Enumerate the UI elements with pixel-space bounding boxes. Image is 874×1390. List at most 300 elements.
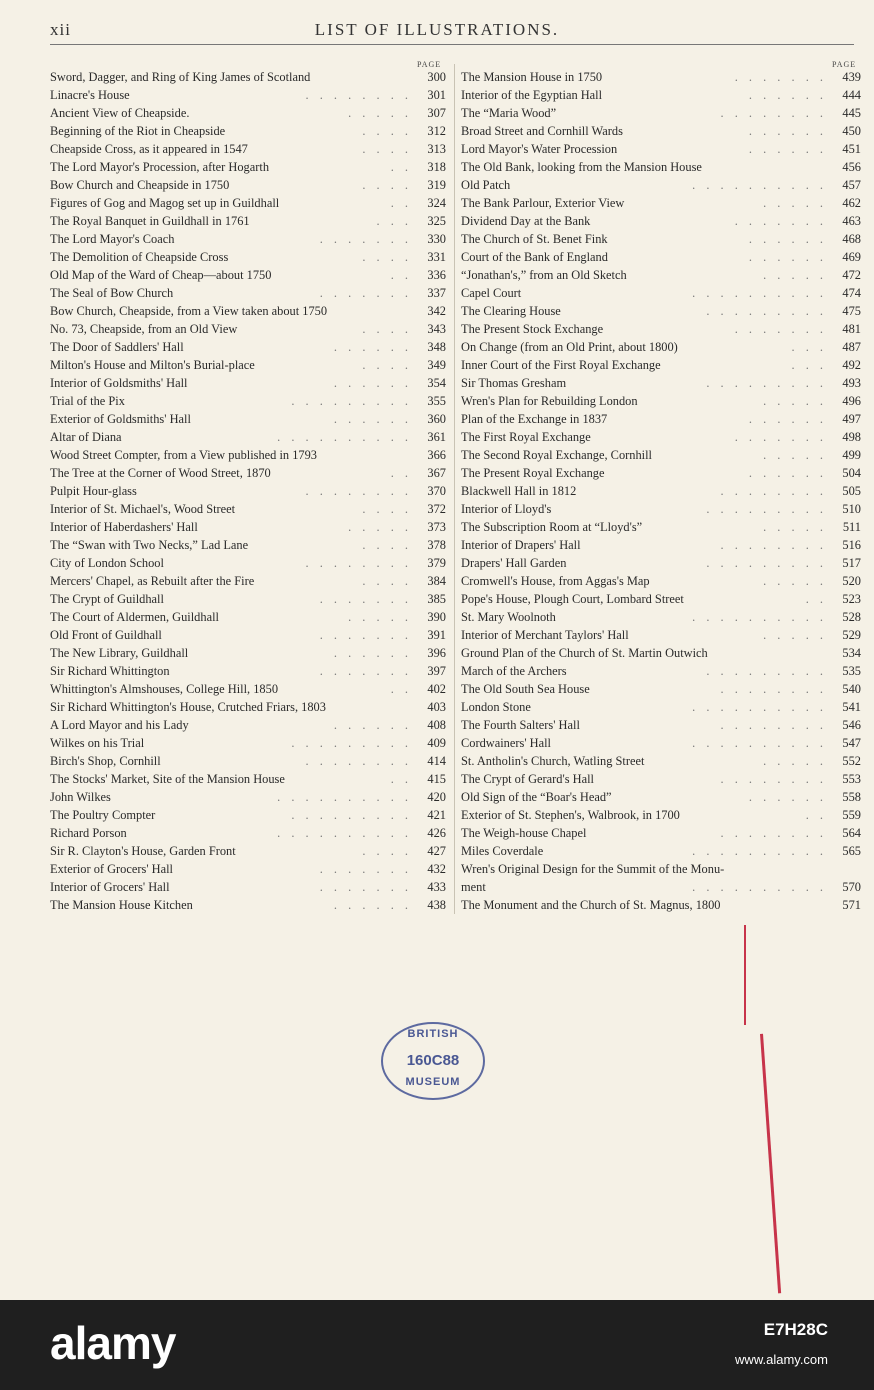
page-number: 325 xyxy=(427,214,446,228)
illustration-title: The Mansion House Kitchen xyxy=(50,898,193,912)
leader-dots: . . . . . . xyxy=(333,646,412,660)
page-number: 474 xyxy=(842,286,861,300)
list-item xyxy=(461,626,861,644)
page-number: 370 xyxy=(427,484,446,498)
leader-dots: . . xyxy=(805,592,827,606)
leader-dots: . . . . . . . . . . xyxy=(277,430,412,444)
illustration-title: Ground Plan of the Church of St. Martin Outwich xyxy=(461,646,708,660)
illustration-title: The Present Royal Exchange xyxy=(461,466,605,480)
leader-dots: . . . . . . . xyxy=(319,880,412,894)
illustration-title: Exterior of Grocers' Hall xyxy=(50,862,173,876)
page-number: 390 xyxy=(427,610,446,624)
page-number: 336 xyxy=(427,268,446,282)
list-item xyxy=(50,302,446,320)
list-item xyxy=(50,140,446,158)
list-item xyxy=(461,662,861,680)
page-number: 475 xyxy=(842,304,861,318)
illustration-title: March of the Archers xyxy=(461,664,567,678)
list-item xyxy=(50,680,446,698)
page-number: 570 xyxy=(842,880,861,894)
page-number: 319 xyxy=(427,178,446,192)
page-number: 504 xyxy=(842,466,861,480)
illustration-title: Pope's House, Plough Court, Lombard Street xyxy=(461,592,684,606)
page-number: 468 xyxy=(842,232,861,246)
leader-dots: . . . . . xyxy=(763,448,827,462)
page-number: 330 xyxy=(427,232,446,246)
illustration-title: Dividend Day at the Bank xyxy=(461,214,591,228)
illustration-title: Wren's Original Design for the Summit of the Monu- xyxy=(461,862,725,876)
page-number: 463 xyxy=(842,214,861,228)
page-number: 438 xyxy=(427,898,446,912)
illustration-title: A Lord Mayor and his Lady xyxy=(50,718,189,732)
list-item xyxy=(50,626,446,644)
list-item xyxy=(50,122,446,140)
list-item xyxy=(461,158,861,176)
list-item xyxy=(461,248,861,266)
list-item xyxy=(50,158,446,176)
leader-dots: . . . . . . . . . xyxy=(706,304,827,318)
page-number: 559 xyxy=(842,808,861,822)
page-number: 360 xyxy=(427,412,446,426)
illustration-title: The Seal of Bow Church xyxy=(50,286,174,300)
page-number: 457 xyxy=(842,178,861,192)
list-item xyxy=(50,338,446,356)
leader-dots: . . . . xyxy=(362,124,412,138)
page-number: 378 xyxy=(427,538,446,552)
illustration-title: Exterior of Goldsmiths' Hall xyxy=(50,412,191,426)
illustration-title: Sir Thomas Gresham xyxy=(461,376,567,390)
leader-dots: . . . . . . . xyxy=(319,286,412,300)
illustration-title: Birch's Shop, Cornhill xyxy=(50,754,161,768)
illustration-title: The Court of Aldermen, Guildhall xyxy=(50,610,219,624)
page-number: 301 xyxy=(427,88,446,102)
page-number: 511 xyxy=(842,520,861,534)
leader-dots: . . . . . . xyxy=(333,340,412,354)
list-item xyxy=(461,878,861,896)
leader-dots: . . . . xyxy=(362,142,412,156)
list-item xyxy=(461,104,861,122)
illustration-title: Interior of the Egyptian Hall xyxy=(461,88,603,102)
stamp-line-2: 160C88 xyxy=(406,1052,460,1069)
page-number: 520 xyxy=(842,574,861,588)
illustration-title: The Second Royal Exchange, Cornhill xyxy=(461,448,652,462)
list-item xyxy=(50,518,446,536)
illustration-title: Bow Church, Cheapside, from a View taken about 1750 xyxy=(50,304,328,318)
running-head-title: LIST OF ILLUSTRATIONS. xyxy=(314,20,560,39)
illustration-title: Trial of the Pix xyxy=(50,394,125,408)
list-item xyxy=(461,68,861,86)
page-number: 462 xyxy=(842,196,861,210)
leader-dots: . . . . . . . . xyxy=(305,88,412,102)
list-item xyxy=(50,770,446,788)
page-number: 312 xyxy=(427,124,446,138)
illustration-title: Richard Porson xyxy=(50,826,127,840)
leader-dots: . . . . . . . . . xyxy=(706,502,827,516)
page-number: 420 xyxy=(427,790,446,804)
leader-dots: . . . . . . . xyxy=(734,70,827,84)
list-item xyxy=(461,446,861,464)
page-number: 409 xyxy=(427,736,446,750)
illustration-title: Wood Street Compter, from a View published in 1793 xyxy=(50,448,317,462)
leader-dots: . . . . . . . . . xyxy=(291,808,412,822)
leader-dots: . . . . . . xyxy=(333,718,412,732)
illustration-title: Miles Coverdale xyxy=(461,844,544,858)
leader-dots: . . . . . xyxy=(763,268,827,282)
leader-dots: . . . . . . . . . xyxy=(706,556,827,570)
leader-dots: . . . . xyxy=(362,538,412,552)
leader-dots: . . . . . . . . . . xyxy=(692,286,827,300)
page-number: 379 xyxy=(427,556,446,570)
page-number: 373 xyxy=(427,520,446,534)
illustration-title: Interior of St. Michael's, Wood Street xyxy=(50,502,236,516)
list-item xyxy=(461,284,861,302)
page-number: 414 xyxy=(427,754,446,768)
list-item xyxy=(461,644,861,662)
list-item xyxy=(461,428,861,446)
list-item xyxy=(50,104,446,122)
list-item xyxy=(50,842,446,860)
leader-dots: . . xyxy=(390,196,412,210)
page-number: 493 xyxy=(842,376,861,390)
illustration-title: Court of the Bank of England xyxy=(461,250,608,264)
page-number: 487 xyxy=(842,340,861,354)
illustration-title: The Fourth Salters' Hall xyxy=(461,718,580,732)
illustration-title: City of London School xyxy=(50,556,164,570)
illustration-title: Sword, Dagger, and Ring of King James of Scotland xyxy=(50,70,311,84)
page-number: 372 xyxy=(427,502,446,516)
leader-dots: . . . . . . xyxy=(748,412,827,426)
list-item xyxy=(50,284,446,302)
leader-dots: . . . . . . . . xyxy=(305,484,412,498)
page-number: 528 xyxy=(842,610,861,624)
list-item xyxy=(461,824,861,842)
list-item xyxy=(461,536,861,554)
page-number: 355 xyxy=(427,394,446,408)
illustration-title: St. Antholin's Church, Watling Street xyxy=(461,754,645,768)
illustration-title: ment xyxy=(461,880,486,894)
illustration-title: John Wilkes xyxy=(50,790,111,804)
list-item xyxy=(50,572,446,590)
list-item xyxy=(461,698,861,716)
page-number: 469 xyxy=(842,250,861,264)
illustration-title: Cordwainers' Hall xyxy=(461,736,551,750)
page-number: 552 xyxy=(842,754,861,768)
list-item xyxy=(461,500,861,518)
illustration-title: Wren's Plan for Rebuilding London xyxy=(461,394,638,408)
alamy-logo: alamy xyxy=(50,1317,176,1369)
page-number: 331 xyxy=(427,250,446,264)
list-item xyxy=(50,878,446,896)
leader-dots: . . . . . . . xyxy=(734,322,827,336)
illustration-title: Whittington's Almshouses, College Hill, 1850 xyxy=(50,682,279,696)
list-item xyxy=(461,176,861,194)
illustration-title: On Change (from an Old Print, about 1800) xyxy=(461,340,678,354)
list-item xyxy=(50,734,446,752)
illustration-title: The Tree at the Corner of Wood Street, 1870 xyxy=(50,466,271,480)
illustration-title: Beginning of the Riot in Cheapside xyxy=(50,124,226,138)
page-number: 432 xyxy=(427,862,446,876)
page-number: 415 xyxy=(427,772,446,786)
list-item xyxy=(50,482,446,500)
illustration-title: The Present Stock Exchange xyxy=(461,322,604,336)
page-number: 445 xyxy=(842,106,861,120)
page-number: 541 xyxy=(842,700,861,714)
leader-dots: . . . . . . xyxy=(748,790,827,804)
illustration-title: The Monument and the Church of St. Magnus, 1800 xyxy=(461,898,721,912)
illustration-title: Altar of Diana xyxy=(50,430,122,444)
page-number: 367 xyxy=(427,466,446,480)
page-number: 421 xyxy=(427,808,446,822)
leader-dots: . . . . . xyxy=(763,754,827,768)
illustration-title: “Jonathan's,” from an Old Sketch xyxy=(461,268,627,282)
leader-dots: . . . . xyxy=(362,178,412,192)
illustration-title: The Weigh-house Chapel xyxy=(461,826,587,840)
list-item xyxy=(50,356,446,374)
list-item xyxy=(50,788,446,806)
page-number: 444 xyxy=(842,88,861,102)
page-number: 403 xyxy=(427,700,446,714)
list-item xyxy=(461,716,861,734)
illustration-title: The First Royal Exchange xyxy=(461,430,591,444)
illustration-title: Exterior of St. Stephen's, Walbrook, in 1700 xyxy=(461,808,680,822)
illustration-title: The Demolition of Cheapside Cross xyxy=(50,250,229,264)
page-number: 349 xyxy=(427,358,446,372)
list-item xyxy=(50,806,446,824)
page-number: 385 xyxy=(427,592,446,606)
image-id: E7H28C xyxy=(763,1320,828,1339)
page-number: 558 xyxy=(842,790,861,804)
page-number: 433 xyxy=(427,880,446,894)
leader-dots: . . . . . . xyxy=(333,376,412,390)
leader-dots: . . . . . . . . . . xyxy=(692,844,827,858)
list-item xyxy=(461,356,861,374)
list-item xyxy=(461,590,861,608)
illustration-title: The Lord Mayor's Coach xyxy=(50,232,175,246)
page-number: 397 xyxy=(427,664,446,678)
page-number: 535 xyxy=(842,664,861,678)
leader-dots: . . . . . . . . xyxy=(720,106,827,120)
leader-dots: . . . . . . xyxy=(333,412,412,426)
illustration-title: The Mansion House in 1750 xyxy=(461,70,603,84)
illustration-title: The Door of Saddlers' Hall xyxy=(50,340,184,354)
list-item xyxy=(461,266,861,284)
illustration-title: Ancient View of Cheapside. xyxy=(50,106,190,120)
page-number: 481 xyxy=(842,322,861,336)
illustration-title: Interior of Haberdashers' Hall xyxy=(50,520,198,534)
leader-dots: . . . . . xyxy=(763,574,827,588)
illustration-title: Broad Street and Cornhill Wards xyxy=(461,124,623,138)
right-illustration-list xyxy=(461,68,861,914)
page-number: 540 xyxy=(842,682,861,696)
leader-dots: . . . . . . xyxy=(333,898,412,912)
illustration-title: Mercers' Chapel, as Rebuilt after the Fire xyxy=(50,574,255,588)
leader-dots: . . . . . . . . xyxy=(305,556,412,570)
illustration-title: Wilkes on his Trial xyxy=(50,736,145,750)
page-number: 426 xyxy=(427,826,446,840)
page-number: 497 xyxy=(842,412,861,426)
illustration-title: The Lord Mayor's Procession, after Hogarth xyxy=(50,160,270,174)
leader-dots: . . . . . xyxy=(763,520,827,534)
leader-dots: . . . . . xyxy=(348,106,412,120)
page-number: 313 xyxy=(427,142,446,156)
illustration-title: Figures of Gog and Magog set up in Guildhall xyxy=(50,196,280,210)
leader-dots: . . . . . . . xyxy=(734,214,827,228)
leader-dots: . . . . . . . . . . xyxy=(692,736,827,750)
leader-dots: . . . . . . . xyxy=(319,664,412,678)
leader-dots: . . . . . xyxy=(763,394,827,408)
page-number: 384 xyxy=(427,574,446,588)
list-item xyxy=(461,140,861,158)
page-number: 505 xyxy=(842,484,861,498)
list-item xyxy=(461,464,861,482)
illustration-title: No. 73, Cheapside, from an Old View xyxy=(50,322,238,336)
list-item xyxy=(50,212,446,230)
page-number: 553 xyxy=(842,772,861,786)
illustration-title: Interior of Grocers' Hall xyxy=(50,880,170,894)
list-item xyxy=(50,86,446,104)
leader-dots: . . . . . xyxy=(348,520,412,534)
list-item xyxy=(50,644,446,662)
leader-dots: . . . . . . . xyxy=(319,628,412,642)
illustration-title: Drapers' Hall Garden xyxy=(461,556,567,570)
leader-dots: . . . . . . xyxy=(748,250,827,264)
list-item xyxy=(461,608,861,626)
page-number: 451 xyxy=(842,142,861,156)
illustration-title: Old Patch xyxy=(461,178,511,192)
illustration-title: Sir Richard Whittington's House, Crutched Friars, 1803 xyxy=(50,700,326,714)
illustration-title: The Royal Banquet in Guildhall in 1761 xyxy=(50,214,250,228)
page-number: 354 xyxy=(427,376,446,390)
page-number: 498 xyxy=(842,430,861,444)
list-item xyxy=(461,302,861,320)
page-number: 456 xyxy=(842,160,861,174)
page-number: 523 xyxy=(842,592,861,606)
illustration-title: Plan of the Exchange in 1837 xyxy=(461,412,608,426)
page-number: 361 xyxy=(427,430,446,444)
illustration-title: Interior of Merchant Taylors' Hall xyxy=(461,628,629,642)
leader-dots: . . xyxy=(805,808,827,822)
page-number: 492 xyxy=(842,358,861,372)
leader-dots: . . . . . xyxy=(763,196,827,210)
illustration-title: Cheapside Cross, as it appeared in 1547 xyxy=(50,142,248,156)
page-number: 391 xyxy=(427,628,446,642)
leader-dots: . . xyxy=(390,160,412,174)
leader-dots: . . . . . . . . xyxy=(720,484,827,498)
watermark-bar xyxy=(0,1300,874,1390)
leader-dots: . . . . . . . . xyxy=(305,754,412,768)
list-item xyxy=(50,410,446,428)
stamp-line-3: MUSEUM xyxy=(405,1076,461,1088)
leader-dots: . . . . . . . xyxy=(319,232,412,246)
illustration-title: Capel Court xyxy=(461,286,522,300)
leader-dots: . . . . . . . . xyxy=(720,772,827,786)
page-number: 408 xyxy=(427,718,446,732)
list-item xyxy=(50,176,446,194)
list-item xyxy=(461,572,861,590)
page-number: 496 xyxy=(842,394,861,408)
leader-dots: . . . . . . xyxy=(748,232,827,246)
illustration-title: Sir Richard Whittington xyxy=(50,664,170,678)
illustration-title: Interior of Drapers' Hall xyxy=(461,538,581,552)
list-item xyxy=(461,842,861,860)
page-number: 529 xyxy=(842,628,861,642)
leader-dots: . . . . . . . . xyxy=(720,538,827,552)
page-number: 517 xyxy=(842,556,861,570)
illustration-title: Bow Church and Cheapside in 1750 xyxy=(50,178,230,192)
left-page-label: PAGE xyxy=(417,60,442,69)
leader-dots: . . . . . . . . xyxy=(720,826,827,840)
list-item xyxy=(50,230,446,248)
list-item xyxy=(461,770,861,788)
list-item xyxy=(50,536,446,554)
page-folio: xii xyxy=(50,20,71,39)
page-number: 565 xyxy=(842,844,861,858)
leader-dots: . . . . . . . . . xyxy=(706,664,827,678)
illustration-title: Old Map of the Ward of Cheap—about 1750 xyxy=(50,268,272,282)
leader-dots: . . . . xyxy=(362,358,412,372)
list-item xyxy=(50,824,446,842)
page-number: 546 xyxy=(842,718,861,732)
list-item xyxy=(461,482,861,500)
illustration-title: The Poultry Compter xyxy=(50,808,156,822)
leader-dots: . . xyxy=(390,268,412,282)
leader-dots: . . . xyxy=(791,358,827,372)
list-item xyxy=(50,500,446,518)
page-number: 402 xyxy=(427,682,446,696)
illustration-title: The “Swan with Two Necks,” Lad Lane xyxy=(50,538,249,552)
page-number: 366 xyxy=(427,448,446,462)
leader-dots: . . . . . . . . . . xyxy=(692,610,827,624)
list-item xyxy=(50,752,446,770)
illustration-title: London Stone xyxy=(461,700,531,714)
leader-dots: . . . . . . . . . . xyxy=(692,700,827,714)
page-number: 534 xyxy=(842,646,861,660)
illustration-title: Old Sign of the “Boar's Head” xyxy=(461,790,612,804)
illustration-title: Linacre's House xyxy=(50,88,130,102)
leader-dots: . . . . xyxy=(362,844,412,858)
leader-dots: . . . . xyxy=(362,322,412,336)
list-item xyxy=(461,752,861,770)
leader-dots: . . . . . . . . xyxy=(720,682,827,696)
list-item xyxy=(50,68,446,86)
page-number: 439 xyxy=(842,70,861,84)
page-number: 307 xyxy=(427,106,446,120)
illustration-title: The Old Bank, looking from the Mansion House xyxy=(461,160,702,174)
leader-dots: . . xyxy=(390,682,412,696)
list-item xyxy=(461,392,861,410)
list-item xyxy=(461,194,861,212)
page-number: 427 xyxy=(427,844,446,858)
illustration-title: The Stocks' Market, Site of the Mansion House xyxy=(50,772,285,786)
illustration-title: Interior of Goldsmiths' Hall xyxy=(50,376,188,390)
leader-dots: . . . . . . . . . xyxy=(291,736,412,750)
list-item xyxy=(461,788,861,806)
illustration-title: Pulpit Hour-glass xyxy=(50,484,137,498)
list-item xyxy=(461,806,861,824)
illustration-title: Inner Court of the First Royal Exchange xyxy=(461,358,661,372)
leader-dots: . . . . xyxy=(362,574,412,588)
list-item xyxy=(50,194,446,212)
leader-dots: . . . . . xyxy=(348,610,412,624)
list-item xyxy=(50,608,446,626)
list-item xyxy=(50,698,446,716)
page-number: 318 xyxy=(427,160,446,174)
page-number: 510 xyxy=(842,502,861,516)
red-margin-line xyxy=(744,925,746,1025)
list-item xyxy=(50,248,446,266)
left-illustration-list xyxy=(50,68,446,914)
page-number: 450 xyxy=(842,124,861,138)
